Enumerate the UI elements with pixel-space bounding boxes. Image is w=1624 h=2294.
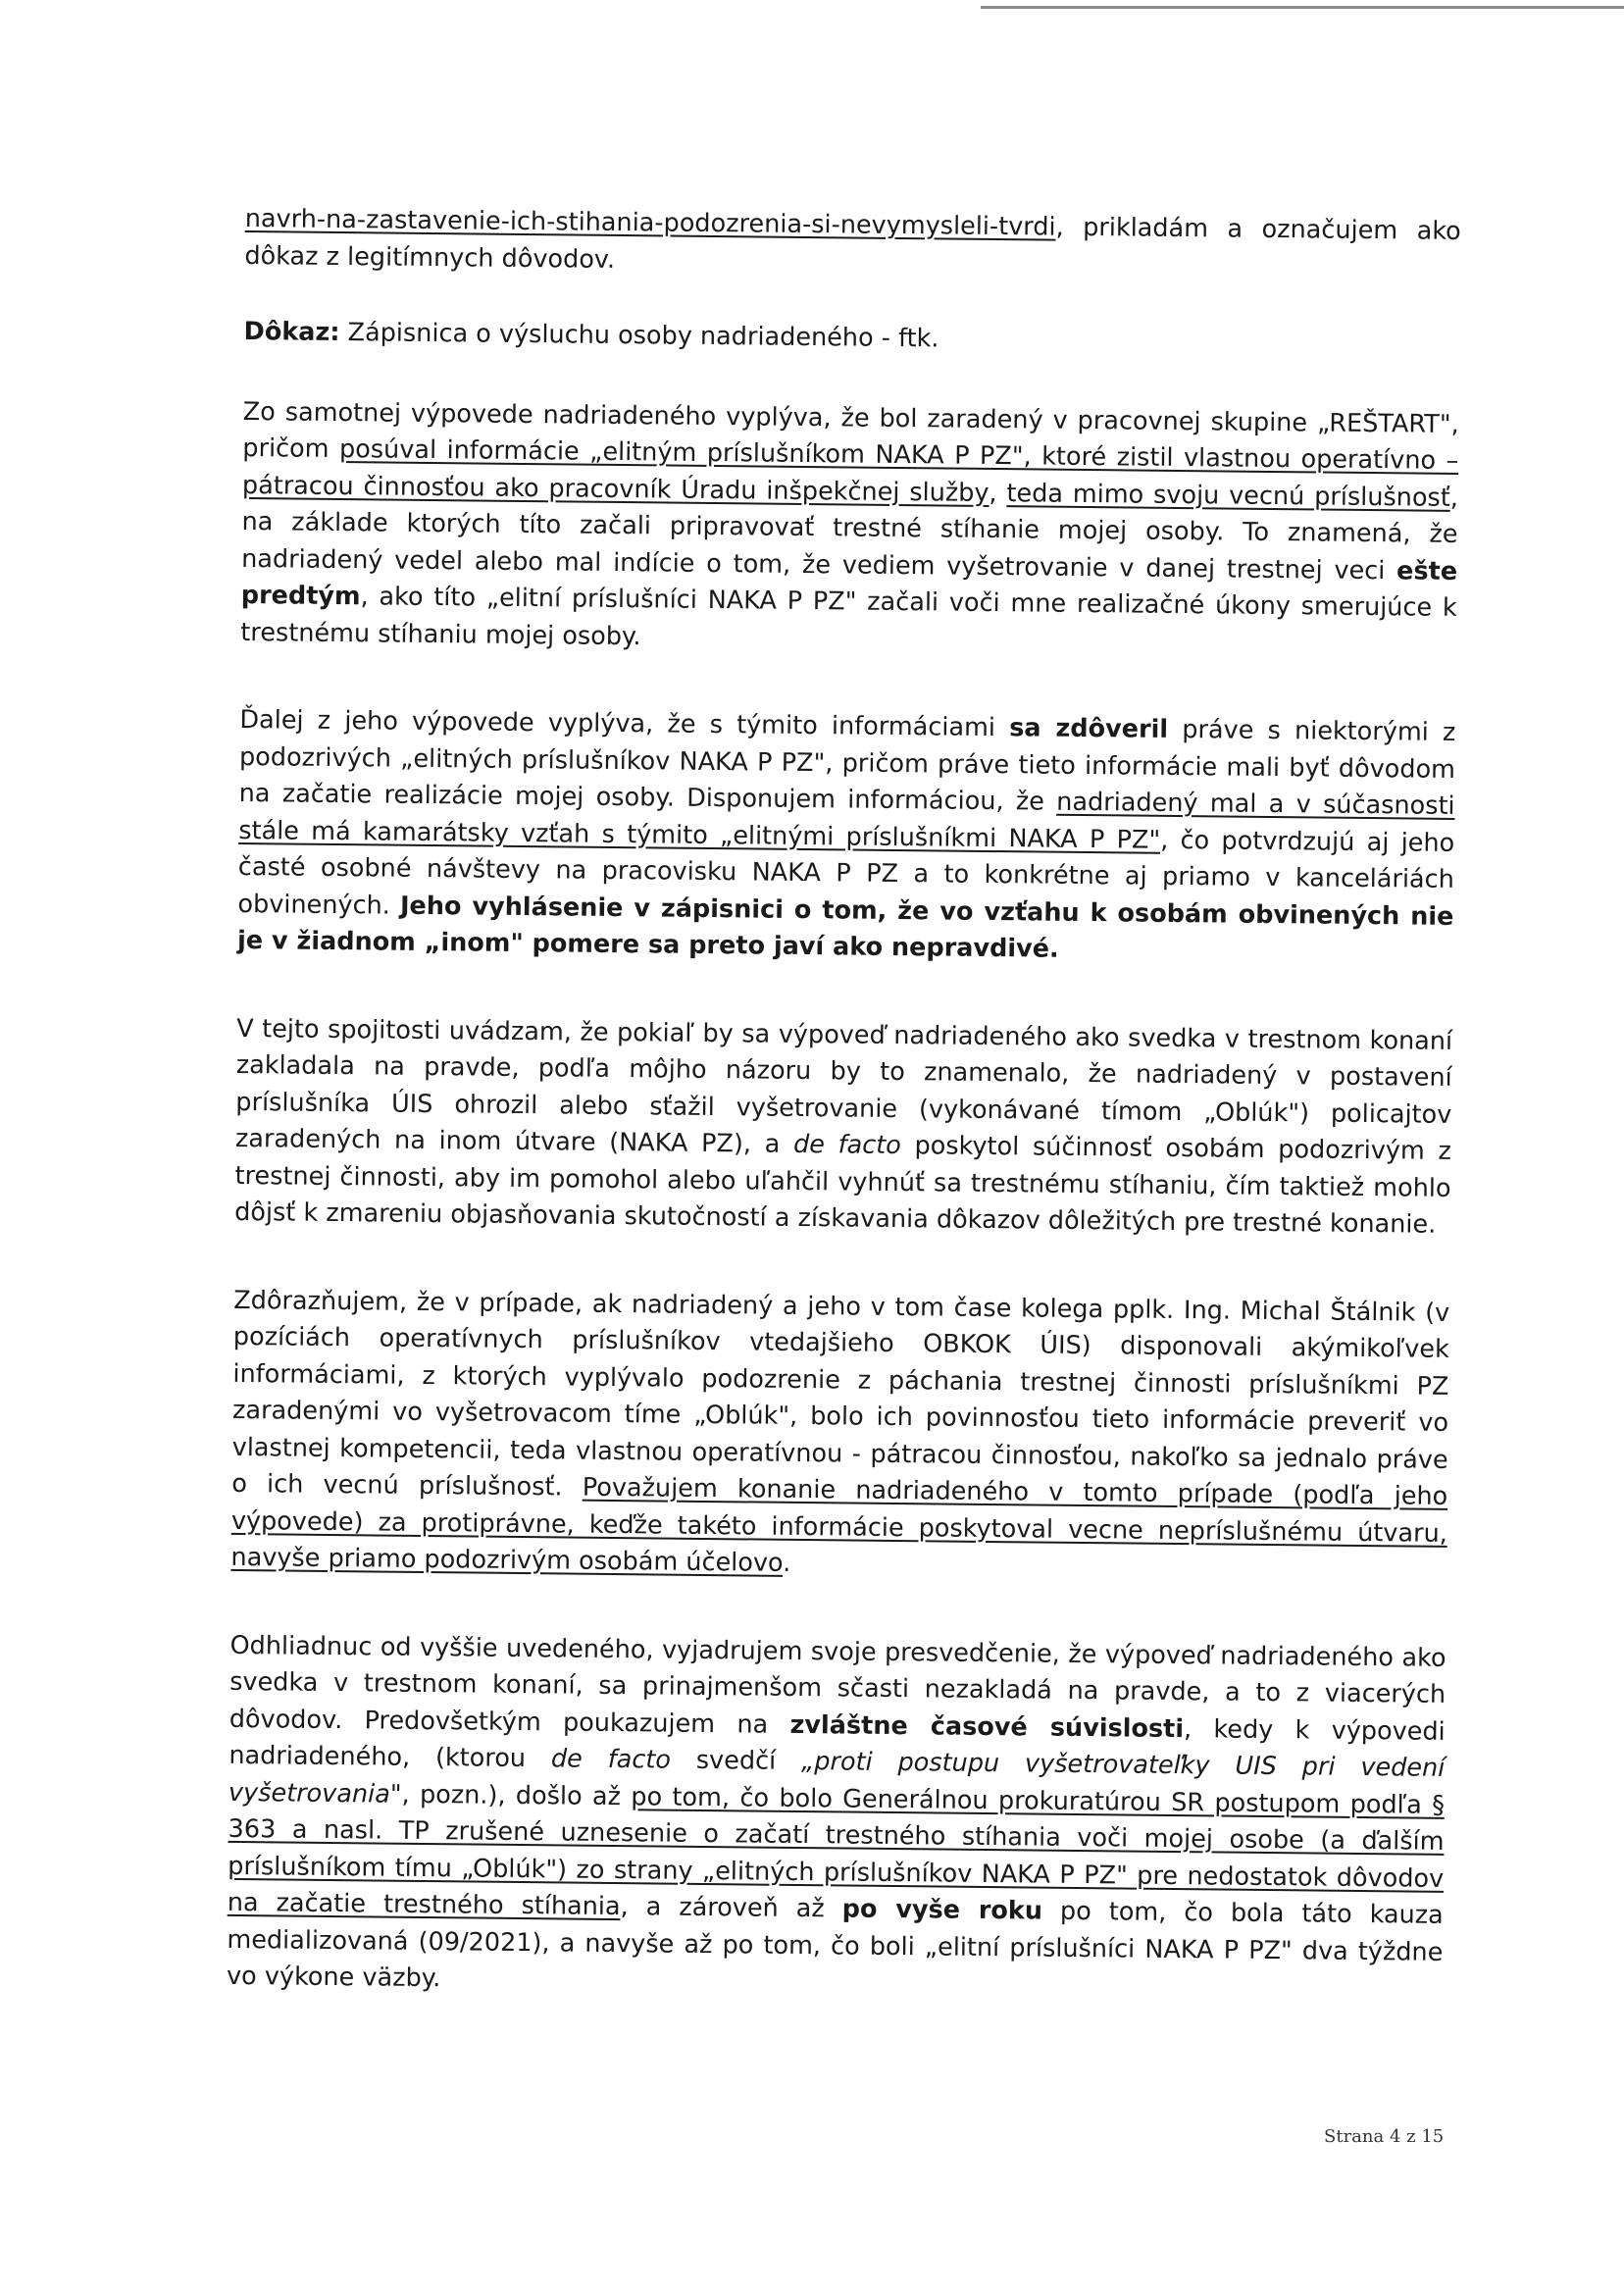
underlined-run: posúval informácie „elitným príslušníkom NAKA P PZ", ktoré zistil vlastnou operatívno – pátracou činnosťou ako pracovník Úradu inšpekčnej služby [241,434,1459,508]
page-number: Strana 4 z 15 [1324,2126,1445,2147]
paragraph-testimony [240,393,1459,663]
bold-run: zvláštne časové súvislosti [789,1709,1185,1744]
text-run: Ďalej z jeho výpovede vyplýva, že s týmito informáciami [239,704,1010,743]
text-run: svedčí [670,1745,802,1777]
evidence-description: Zápisnica o výsluchu osoby nadriadeného - ftk. [339,318,939,354]
underlined-run: teda mimo svoju vecnú príslušnosť [1006,478,1450,513]
paragraph-confided [237,702,1456,972]
underlined-run: Považujem konanie nadriadeného v tomto prípade (podľa jeho výpovede) za protiprávne, keďže takéto informácie poskytoval vecne nepríslušnému útvaru, navyše priamo podozrivým osobám účelovo [230,1472,1448,1578]
text-run: , kedy k výpovedi nadriadeného, (ktorou [228,1713,1446,1774]
text-run: ", pozn.), došlo až [389,1779,632,1811]
italic-run: de facto [792,1129,901,1161]
paragraph-evidence-label [243,314,1459,363]
text-run: , ako títo „elitní príslušníci NAKA P PZ" začali voči mne realizačné úkony smerujúce k trestnému stíhaniu mojej osoby. [240,582,1457,651]
italic-run: de facto [550,1744,672,1775]
paragraph-evidence-link [244,201,1461,287]
text-run: Zdôrazňujem, že v prípade, ak nadriadený a jeho v tom čase kolega pplk. Ing. Michal Štálnik (v pozíciách operatívnych príslušníkov vtedajšieho OBKOK ÚIS) disponovali akýmikoľvek informáciami, z ktorých vyplývalo podozrenie z páchania trestnej činnosti príslušníkmi PZ zaradenými vo vyšetrovacom tíme „Oblúk", bolo ich povinnosťou tieto informácie preveriť vo vlastnej kompetencii, teda vlastnou operatívnou - pátracou činnosťou, nakoľko sa jednalo práve o ich vecnú príslušnosť. [231,1285,1450,1503]
evidence-label: Dôkaz: [243,316,340,348]
document-body [226,201,1461,2059]
paragraph-connection [234,1010,1452,1244]
text-run: práve s niektorými z podozrivých „elitných príslušníkov NAKA P PZ", pričom práve tieto informácie mali byť dôvodom na začatie realizácie mojej osoby. Disponujem informáciou, že [238,714,1456,817]
text-run: Odhliadnuc od vyššie uvedeného, vyjadrujem svoje presvedčenie, že výpoveď nadriadeného ako svedka v trestnom konaní, sa prinajmenšom sčasti nezakladá na pravde, a to z viacerých dôvodov. Predovšetkým poukazujem na [228,1630,1446,1740]
text-run: , a zároveň až [620,1892,842,1924]
bold-run: ešte predtým [240,555,1458,612]
evidence-link-rest: , prikladám a označujem ako dôkaz z legitímnych dôvodov. [244,212,1461,275]
scan-top-edge-line [981,6,1624,9]
paragraph-emphasis [230,1282,1449,1589]
italic-run: „proti postupu vyšetrovateľky UIS pri vedení vyšetrovania [228,1747,1446,1810]
text-run: , na základe ktorých títo začali pripravovať trestné stíhanie mojej osoby. To znamená, že nadriadený vedel alebo mal indície o tom, že vediem vyšetrovanie v danej trestnej veci [241,483,1459,586]
text-run: po tom, čo bola táto kauza medializovaná (09/2021), a navyše až po tom, čo boli „elitní príslušníci NAKA P PZ" dva týždne vo výkone väzby. [226,1896,1444,1994]
text-run: , čo potvrdzujú aj jeho časté osobné návštevy na pracovisku NAKA P PZ a to konkrétne aj priamo v kanceláriách obvinených. [237,825,1455,921]
text-run: Zo samotnej výpovede nadriadeného vyplýva, že bol zaradený v pracovnej skupine „REŠTART", pričom [242,396,1459,465]
evidence-link-text: navrh-na-zastavenie-ich-stihania-podozrenia-si-nevymysleli-tvrdi [244,203,1056,242]
bold-run: sa zdôveril [1008,713,1169,744]
bold-run: Jeho vyhlásenie v zápisnici o tom, že vo vzťahu k osobám obvinených nie je v žiadnom „inom" pomere sa preto javí ako nepravdivé. [236,891,1454,964]
paragraph-timing [227,1627,1446,2008]
underlined-run: nadriadený mal a v súčasnosti stále má kamarátsky vzťah s týmito „elitnými príslušníkmi NAKA P PZ" [238,787,1455,855]
underlined-run: po tom, čo bolo Generálnou prokuratúrou SR postupom podľa § 363 a nasl. TP zrušené uznesenie o začatí trestného stíhania voči mojej osobe (a ďalším príslušníkom tímu „Oblúk") zo strany „elitných príslušníkov NAKA P PZ" pre nedostatok dôvodov na začatie trestného stíhania [227,1781,1446,1922]
text-run: . [783,1548,791,1578]
text-run: , [989,478,1007,508]
bold-run: po vyše roku [841,1894,1043,1926]
text-run: poskytol súčinnosť osobám podozrivým z trestnej činnosti, aby im pomohol alebo uľahčil vyhnúť sa trestnému stíhaniu, čím taktiež mohlo dôjsť k zmareniu objasňovania skutočností a získavania dôkazov dôležitých pre trestné konanie. [234,1131,1452,1240]
text-run: V tejto spojitosti uvádzam, že pokiaľ by sa výpoveď nadriadeného ako svedka v trestnom konaní zakladala na pravde, podľa môjho názoru by to znamenalo, že nadriadený v postavení príslušníka ÚIS ohrozil alebo sťažil vyšetrovanie (vykonávané tímom „Oblúk") policajtov zaradených na inom útvare (NAKA PZ), a [234,1013,1453,1159]
